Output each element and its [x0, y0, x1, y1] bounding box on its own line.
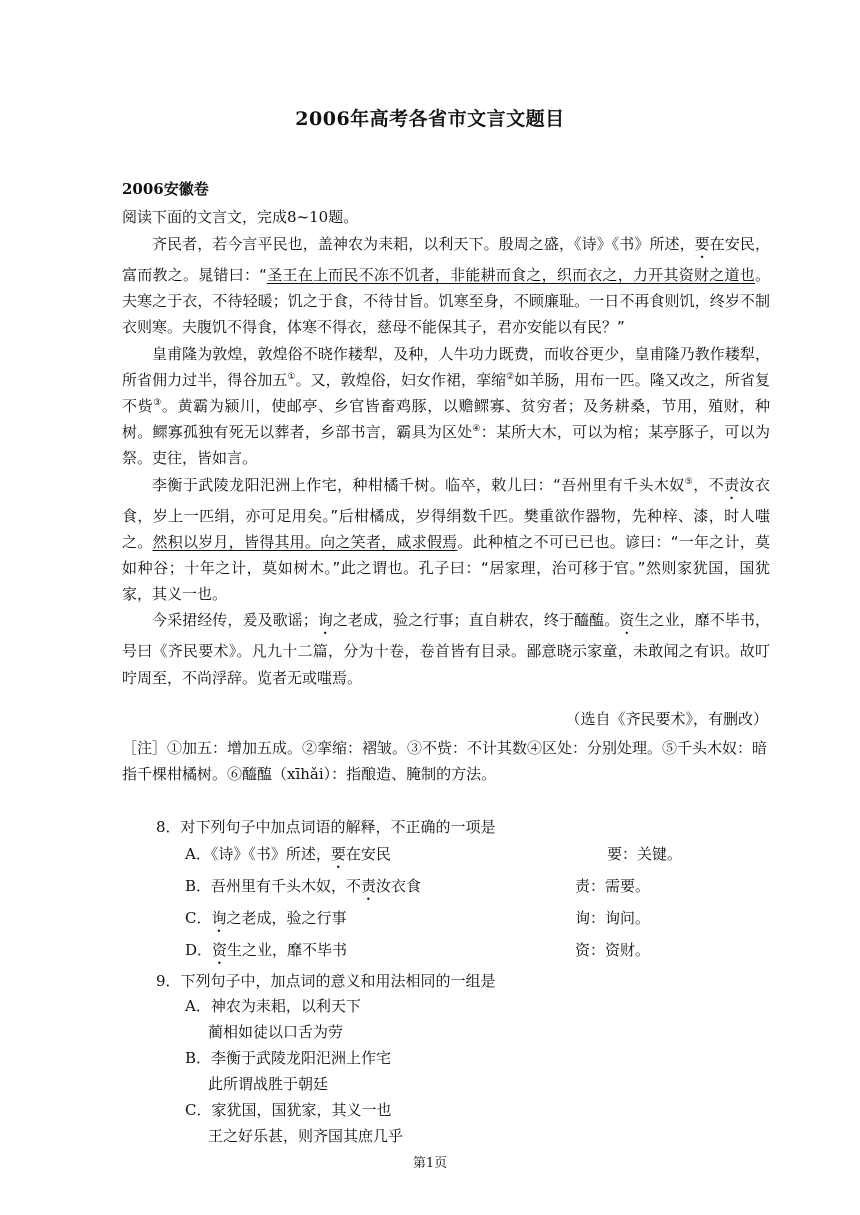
- text-run: ，不: [693, 475, 725, 494]
- footnote-mark: ⑤: [684, 476, 694, 487]
- dotted-word: 责: [361, 877, 377, 895]
- question-8-stem: 8．对下列句子中加点词语的解释，不正确的一项是: [156, 818, 496, 836]
- dotted-word: 询: [211, 909, 227, 927]
- passage-paragraph-3: [122, 472, 770, 608]
- passage-paragraph-2: [122, 341, 770, 472]
- dotted-word: 要: [694, 235, 710, 253]
- text-run: 如羊肠，用布一匹。隆又改之，所省复不赀: [122, 370, 770, 416]
- underlined-sentence: 圣王在上而民不冻不饥者，非能耕而食之，织而衣之，力开其资财之道也: [266, 266, 755, 284]
- q8-option-a: [185, 843, 391, 872]
- q8-option-b: [185, 875, 421, 904]
- dotted-word: 资: [212, 941, 228, 959]
- text-run: 汝衣食: [376, 877, 422, 895]
- passage: [122, 231, 770, 691]
- footnote-mark: ②: [506, 371, 515, 382]
- underlined-sentence: 然积以岁月，皆得其用。向之笑者，咸求假焉: [152, 532, 458, 551]
- passage-paragraph-1: [122, 231, 770, 341]
- text-run: 皇甫隆为敦煌，敦煌俗不晓作耧犁，及种，人牛功力既费，而收谷更少，皇甫隆乃教作耧犁，所省佣力过半，得谷加五: [122, 344, 770, 389]
- text-run: C．: [185, 909, 212, 927]
- text-run: A．《诗》《书》所述，: [185, 845, 331, 863]
- q8-option-a-gloss: 要：关键。: [607, 845, 683, 863]
- footnote-mark: ③: [153, 398, 162, 409]
- q9-option-a-line2: 蔺相如徒以口舌为劳: [208, 1023, 344, 1041]
- instructions: 阅读下面的文言文，完成8~10题。: [122, 208, 359, 226]
- text-run: 。又，敦煌俗，妇女作裙，挛缩: [295, 370, 507, 389]
- text-run: 生之业，靡不毕书: [227, 941, 348, 959]
- source-citation: （选自《齐民要术》，有删改）: [565, 710, 768, 728]
- dotted-word: 资: [619, 611, 635, 630]
- q9-option-c-line1: C．家犹国，国犹家，其义一也: [185, 1101, 392, 1119]
- text-run: 在安民，富而教之。晁错曰：“: [122, 235, 770, 284]
- text-run: 。黄霸为颍川，使邮亭、乡官皆畜鸡豚，以赡鳏寡、贫穷者；及务耕桑，节用，殖财，种树。鳏寡孤独有死无以葬者，乡部书言，霸具为区处: [122, 397, 770, 442]
- footnotes: ［注］①加五：增加五成。②挛缩：褶皱。③不赀：不计其数④区处：分别处理。⑤千头木奴：暗指千棵柑橘树。⑥醯醢（xīhǎi）：指酿造、腌制的方法。: [122, 739, 768, 783]
- q8-option-d: [185, 939, 347, 968]
- q9-option-b-line1: B．李衡于武陵龙阳汜洲上作宅: [185, 1049, 392, 1067]
- q9-option-a-line1: A．神农为耒耜，以利天下: [185, 997, 361, 1015]
- passage-paragraph-4: [122, 607, 770, 690]
- text-run: 。夫寒之于衣，不待轻暖；饥之于食，不待甘旨。饥寒至身，不顾廉耻。一日不再食则饥，终岁不制衣则寒。夫腹饥不得食，体寒不得衣，慈母不能保其子，君亦安能以有民？”: [122, 266, 770, 337]
- footnote-mark: ①: [287, 371, 296, 382]
- dotted-word: 责: [724, 475, 740, 494]
- q9-option-c-line2: 王之好乐甚，则齐国其庶几乎: [208, 1127, 404, 1145]
- text-run: B．吾州里有千头木奴，不: [185, 877, 362, 895]
- q8-option-c: [185, 907, 347, 936]
- footnote-mark: ④: [472, 424, 481, 435]
- q8-option-b-gloss: 责：需要。: [575, 877, 651, 895]
- text-run: 之老成，验之行事；直自耕农，终于醯醢。: [332, 611, 620, 630]
- text-run: D．: [185, 941, 213, 959]
- text-run: ：某所大木，可以为棺；某亭豚子，可以为祭。吏往，皆如言。: [122, 423, 770, 468]
- text-run: 李衡于武陵龙阳汜洲上作宅，种柑橘千树。临卒，敕儿曰：“吾州里有千头木奴: [152, 475, 685, 494]
- text-run: 之老成，验之行事: [226, 909, 347, 927]
- text-run: 汝衣食，岁上一匹绢，亦可足用矣。”后柑橘成，岁得绢数千匹。樊重欲作器物，先种梓、漆，时人嗤之。: [122, 475, 770, 551]
- page-title: 2006年高考各省市文言文题目: [295, 108, 565, 130]
- text-run: 生之业，靡不毕书，号曰《齐民要术》。凡九十二篇，分为十卷，卷首皆有目录。鄙意晓示家童，未敢闻之有识。故叮咛周至，不尚浮辞。览者无或嗤焉。: [122, 611, 770, 687]
- text-run: 在安民: [345, 845, 391, 863]
- text-run: 今采捃经传，爰及歌谣；: [152, 611, 318, 630]
- section-heading: 2006安徽卷: [122, 180, 209, 198]
- text-run: 齐民者，若今言平民也，盖神农为耒耜，以利天下。殷周之盛，《诗》《书》所述，: [152, 235, 695, 253]
- q8-option-c-gloss: 询：询问。: [575, 909, 651, 927]
- question-9-stem: 9．下列句子中，加点词的意义和用法相同的一组是: [156, 972, 496, 990]
- q9-option-b-line2: 此所谓战胜于朝廷: [208, 1075, 329, 1093]
- dotted-word: 询: [317, 611, 333, 630]
- text-run: 。此种植之不可已已也。谚曰：“一年之计，莫如种谷；十年之计，莫如树木。”此之谓也。孔子曰：“居家理，治可移于官。”然则家犹国，国犹家，其义一也。: [122, 532, 770, 604]
- q8-option-d-gloss: 资：资财。: [575, 941, 651, 959]
- dotted-word: 要: [330, 845, 346, 863]
- page-number: 第1页: [412, 1156, 448, 1171]
